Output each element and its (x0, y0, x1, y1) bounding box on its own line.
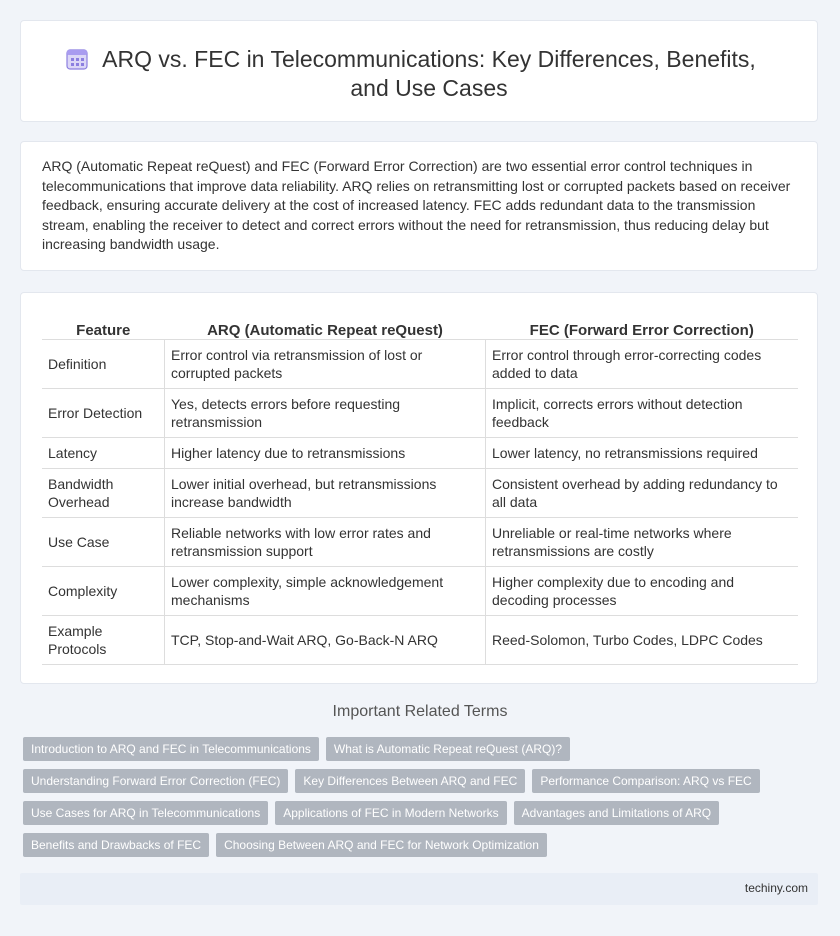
intro-card (20, 141, 818, 271)
fec-cell: Higher complexity due to encoding and decoding processes (486, 567, 799, 616)
header-fec: FEC (Forward Error Correction) (486, 314, 799, 340)
feature-cell: Latency (42, 438, 165, 469)
arq-cell: Error control via retransmission of lost or corrupted packets (165, 340, 486, 389)
related-term-link[interactable]: Performance Comparison: ARQ vs FEC (532, 769, 759, 793)
table-row (42, 469, 798, 518)
feature-cell: Error Detection (42, 389, 165, 438)
arq-cell: Reliable networks with low error rates and retransmission support (165, 518, 486, 567)
footer (20, 873, 818, 905)
related-term-link[interactable]: Understanding Forward Error Correction (FEC) (23, 769, 288, 793)
table-header-row (42, 314, 798, 340)
fec-cell: Error control through error-correcting codes added to data (486, 340, 799, 389)
tag-row (23, 833, 813, 857)
arq-cell: Higher latency due to retransmissions (165, 438, 486, 469)
related-terms-title: Important Related Terms (332, 703, 508, 720)
table-row (42, 389, 798, 438)
arq-cell: Lower complexity, simple acknowledgement mechanisms (165, 567, 486, 616)
table-row (42, 567, 798, 616)
fec-cell: Unreliable or real-time networks where retransmissions are costly (486, 518, 799, 567)
related-term-link[interactable]: Key Differences Between ARQ and FEC (295, 769, 525, 793)
feature-cell: Bandwidth Overhead (42, 469, 165, 518)
related-term-link[interactable]: Applications of FEC in Modern Networks (275, 801, 506, 825)
arq-cell: TCP, Stop-and-Wait ARQ, Go-Back-N ARQ (165, 616, 486, 665)
fec-cell: Consistent overhead by adding redundancy to all data (486, 469, 799, 518)
page-title: ARQ vs. FEC in Telecommunications: Key Differences, Benefits, and Use Cases (102, 46, 756, 101)
tag-row (23, 801, 813, 825)
fec-cell: Implicit, corrects errors without detection feedback (486, 389, 799, 438)
related-term-link[interactable]: Choosing Between ARQ and FEC for Network Optimization (216, 833, 547, 857)
feature-cell: Definition (42, 340, 165, 389)
table-row (42, 340, 798, 389)
feature-cell: Example Protocols (42, 616, 165, 665)
intro-paragraph: ARQ (Automatic Repeat reQuest) and FEC (Forward Error Correction) are two essential error control techniques in telecommunications that improve data reliability. ARQ relies on retransmitting lost or corrupted packets based on receiver feedback, ensuring accurate delivery at the cost of increased latency. FEC adds redundant data to the transmission stream, enabling the receiver to detect and correct errors without the need for retransmission, thus reducing delay but increasing bandwidth usage. (42, 158, 791, 252)
related-term-link[interactable]: What is Automatic Repeat reQuest (ARQ)? (326, 737, 570, 761)
header-arq: ARQ (Automatic Repeat reQuest) (165, 314, 486, 340)
fec-cell: Lower latency, no retransmissions required (486, 438, 799, 469)
tag-row (23, 769, 813, 793)
footer-brand[interactable]: techiny.com (744, 881, 808, 895)
comparison-table (42, 314, 798, 665)
table-row (42, 518, 798, 567)
fec-cell: Reed-Solomon, Turbo Codes, LDPC Codes (486, 616, 799, 665)
related-term-link[interactable]: Introduction to ARQ and FEC in Telecommunications (23, 737, 319, 761)
table-row (42, 616, 798, 665)
tag-row (23, 737, 813, 761)
header-feature: Feature (42, 314, 165, 340)
arq-cell: Yes, detects errors before requesting retransmission (165, 389, 486, 438)
table-row (42, 438, 798, 469)
feature-cell: Complexity (42, 567, 165, 616)
header-card (20, 20, 818, 122)
arq-cell: Lower initial overhead, but retransmissions increase bandwidth (165, 469, 486, 518)
feature-cell: Use Case (42, 518, 165, 567)
related-term-link[interactable]: Advantages and Limitations of ARQ (514, 801, 719, 825)
related-terms-list (23, 737, 813, 865)
related-term-link[interactable]: Use Cases for ARQ in Telecommunications (23, 801, 268, 825)
related-term-link[interactable]: Benefits and Drawbacks of FEC (23, 833, 209, 857)
comparison-card (20, 292, 818, 684)
